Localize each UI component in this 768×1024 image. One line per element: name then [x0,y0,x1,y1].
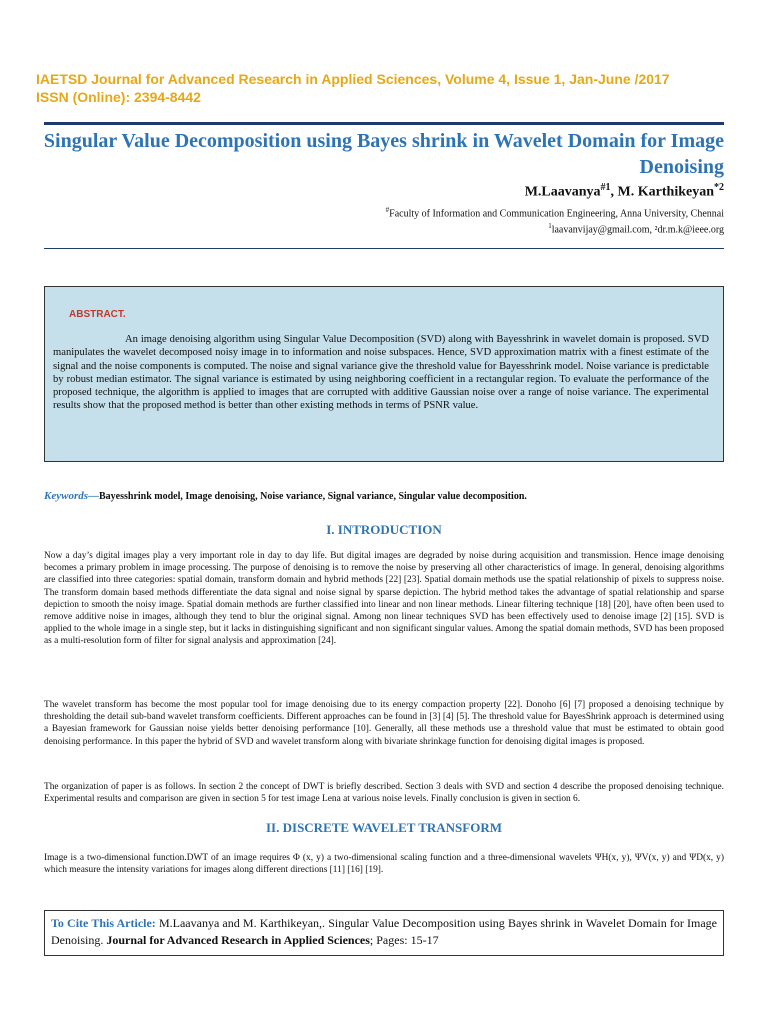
citation-box [44,910,724,956]
paper-title: Singular Value Decomposition using Bayes shrink in Wavelet Domain for Image Denoising [43,130,724,178]
header-rule-top [44,122,724,125]
affiliation-line [386,204,724,220]
abstract-text: An image denoising algorithm using Singular Value Decomposition (SVD) along with Bayesshrink in wavelet domain is proposed. SVD manipulates the wavelet decomposed noisy image in to information and noise subspaces. Hence, SVD approximation matrix with a finest estimate of the signal and the noise components is computed. The noise and signal variance give the threshold value for Bayesshrink model. Noise variance is predictable by robust median estimator. The signal variance is estimated by using neighboring coefficient in a rectangular region. To evaluate the performance of the proposed technique, the algorithm is applied to images that are corrupted with additive Gaussian noise over a range of noise variance. The experimental results show that the proposed method is better than other existing methods in terms of PSNR value. [53,334,709,412]
intro-paragraph-2: The wavelet transform has become the most popular tool for image denoising due to its energy compaction property [22]. Donoho [6] [7] proposed a denoising technique by thresholding the detail sub-band wavelet transform coefficients. Different approaches can be found in [3] [4] [5]. The threshold value for BayesShrink approach is determined using a Bayesian framework for Gaussian noise yields better denoising performance [10]. Generally, all these methods use a threshold value that must be estimated to obtain good denoising performance. In this paper the hybrid of SVD and wavelet transform along with bivariate shrinkage function for denoising digital images is proposed. [44,700,724,747]
emails-line [386,220,724,236]
dwt-paragraph-1: Image is a two-dimensional function.DWT of an image requires Φ (x, y) a two-dimensional scaling function and a three-dimensional wavelets ΨH(x, y), ΨV(x, y) and ΨD(x, y) which measure the intensity variations for images along different directions [11] [16] [19]. [44,853,724,876]
header-rule-bottom [44,248,724,249]
authors-line [525,182,724,201]
abstract-heading: ABSTRACT. [69,309,126,320]
intro-paragraph-3: The organization of paper is as follows. In section 2 the concept of DWT is briefly described. Section 3 deals with SVD and section 4 describe the proposed denoising technique. Experimental results and comparison are given in section 5 for test image Lena at various noise levels. Finally conclusion is given in section 6. [44,782,724,805]
citation-pages: ; Pages: 15-17 [369,933,439,947]
citation-label: To Cite This Article: [51,916,156,930]
abstract-box [44,286,724,462]
keywords-line [44,490,527,502]
email-mark: 1 [548,222,552,231]
affiliation-text: Faculty of Information and Communication Engineering, Anna University, Chennai [389,208,724,220]
intro-paragraph-1: Now a day’s digital images play a very important role in day to day life. But digital images are degraded by noise during acquisition and transmission. Hence image denoising becomes a primary problem in image processing. The purpose of denoising is to remove the noise by preserving all other characteristics of image. In general, denoising algorithms are classified into three categories: spatial domain, transform domain and hybrid methods [22] [23]. Spatial domain methods use the spatial relationship of pixels to suppress noise. The transform domain based methods differentiate the data signal and noise signal by sparse depiction. The hybrid method takes the advantage of spatial relationship and sparse depiction to smooth the noisy image. Spatial domain methods are further classified into linear and non linear methods. Linear filtering technique [18] [20], have often been used to remove additive noise in images, although they tend to blur the original signal. Among non linear techniques SVD has been effectively used to denoise image [2] [15]. SVD is applied to the whole image in a single step, but it lacks in distinguishing significant and non significant singular values. Among the spatial domain methods, SVD has been proposed as a multi-resolution form of filter for signal analysis and approximation [24]. [44,551,724,647]
emails-text: laavanvijay@gmail.com, ²dr.m.k@ieee.org [551,224,724,236]
citation-text: M.Laavanya and M. Karthikeyan,. Singular Value Decomposition using Bayes shrink in Wavelet Domain for Image Denoising. [51,916,717,947]
section-heading-dwt: II. DISCRETE WAVELET TRANSFORM [266,820,502,835]
keywords-text: Bayesshrink model, Image denoising, Noise variance, Signal variance, Singular value decomposition. [99,491,527,502]
citation-journal: Journal for Advanced Research in Applied Sciences [106,933,370,947]
author-1: M.Laavanya [524,184,601,200]
author-separator: , [610,184,618,200]
issn-line: ISSN (Online): 2394-8442 [36,89,201,105]
author-2-mark: *2 [714,182,724,193]
affiliation-mark: # [385,206,390,214]
affiliation-block [386,204,724,237]
journal-header [36,70,736,106]
author-2: M. Karthikeyan [617,184,714,200]
keywords-label: Keywords— [44,490,99,502]
journal-title-line: IAETSD Journal for Advanced Research in Applied Sciences, Volume 4, Issue 1, Jan-June /2017 [36,71,670,87]
section-heading-introduction: I. INTRODUCTION [326,522,442,537]
author-1-mark: #1 [600,182,611,193]
